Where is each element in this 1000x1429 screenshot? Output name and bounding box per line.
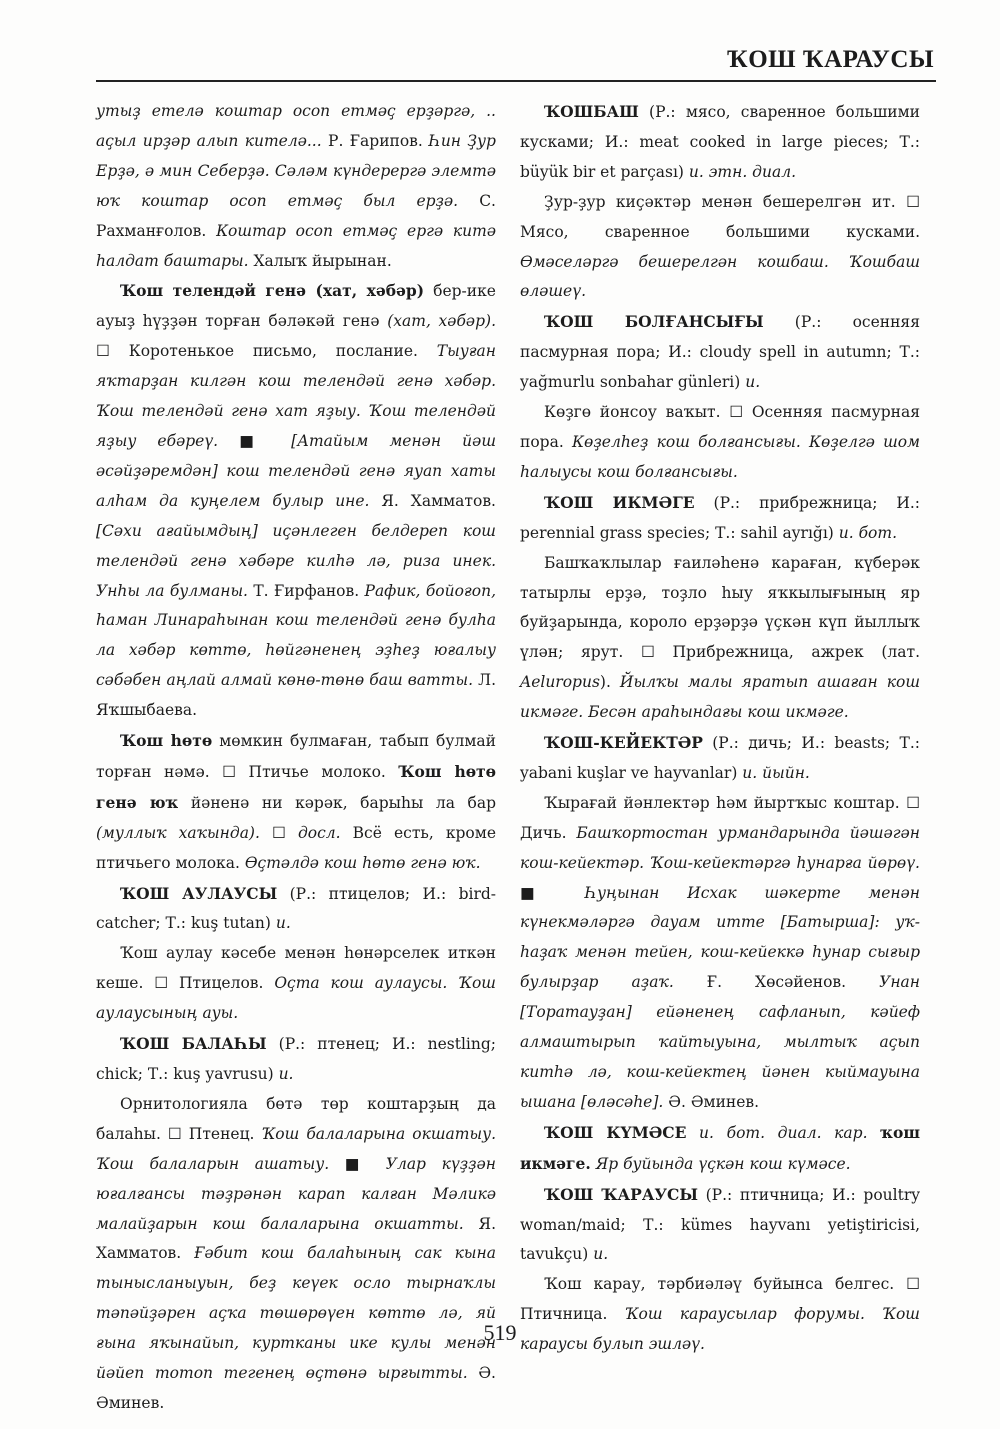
translation-text: Всё есть, кроме птичьего молока. (96, 823, 496, 872)
source-text: Л. Яҡшыбаева. (96, 671, 496, 720)
page-number: 519 (483, 1320, 517, 1345)
example-text: (муллыҡ хаҡында). (96, 823, 260, 842)
example-text: [Сәхи ағайымдың] иҫәнлеген белдереп кош телендәй генә хәбәре килһә лә, риза инек. Унһы ла булманы. (96, 521, 496, 600)
entry-kosh-ikmege-definition (520, 549, 920, 728)
translations: (Р.: птенец; И.: nestling; chick; Т.: kuş yavrusu) (96, 1035, 496, 1083)
source-text: Халыҡ йырынан. (248, 251, 392, 270)
definition-text: мөмкин булмаған, табып булмай торған нәмә. ☐ Птичье молоко. (96, 732, 496, 781)
cross-reference: ҡош икмәге. (520, 1122, 920, 1173)
left-column (96, 97, 496, 1419)
entry-kosh-aulausy (96, 879, 496, 940)
idiom-head: Ҡош һөтө генә юҡ (96, 761, 496, 812)
idiom-head: Ҡош һөтө (120, 731, 213, 751)
example-text: (хат, хәбәр). (387, 312, 496, 331)
pos-label: и. (745, 373, 761, 392)
entry-koshbash-definition (520, 188, 920, 308)
source-text: С. Рахманғолов. (96, 191, 496, 240)
literary-marker: ■ (329, 1154, 386, 1173)
source-text: Ғ. Хөсәйенов. (673, 973, 880, 992)
definition-text: Көҙгө йонсоу ваҡыт. ☐ Осенняя пасмурная пора. (520, 403, 920, 451)
example-text: Өҫтәлдә кош һөтө генә юҡ. (244, 853, 481, 872)
example-text: Ҡош балаларына окшатыу. Ҡош балаларын ашатыу. (96, 1124, 497, 1173)
example-text: Улар күҙҙән юғалғансы тәҙрәнән карап калған Мәликә малайҙарын кош балаларына окшатты. (96, 1154, 496, 1233)
text-run (686, 1124, 699, 1142)
text-run (868, 1124, 881, 1142)
idiom-entry-kosh-telendey (96, 276, 496, 726)
label-text: досл. (297, 823, 341, 842)
entry-kosh-aulausy-definition (96, 939, 496, 1029)
latin-name: Aeluropus (520, 673, 600, 692)
headword: ҠОШ КҮМӘСЕ (544, 1122, 687, 1142)
entry-kosh-balahy-definition (96, 1090, 496, 1419)
headword: ҠОШ ИКМӘГЕ (544, 492, 695, 512)
definition-text: йәненә ни кәрәк, барыһы ла бар (178, 793, 496, 812)
pos-label: и. бот. диал. кар. (699, 1123, 868, 1142)
pos-label: и. йыйн. (742, 763, 810, 782)
example-text: Һин Ҙур Ерҙә, ә мин Себерҙә. Сәләм күндерергә элемтә юҡ коштар осоп етмәҫ был ерҙә. (96, 131, 496, 210)
example-text: Оҫта кош аулаусы. Ҡош аулаусының ауы. (96, 974, 496, 1023)
example-text: Һуңынан Исхак шәкерте менән күнекмәләргә дауам итте [Батырша]: уҡ-һаҙаҡ менән тейен, кош-кейеккә һунар сығыр булырҙар аҙаҡ. (520, 883, 920, 992)
example-text: Коштар осоп етмәҫ ергә китә һалдат баштары. (96, 221, 496, 270)
translations: (Р.: дичь; И.: beasts; Т.: yabani kuşlar ve hayvanlar) (520, 734, 920, 782)
entry-kosh-balahy (96, 1029, 496, 1090)
headword: ҠОШ БОЛҒАНСЫҒЫ (544, 312, 764, 332)
example-text: Ғәбит кош балаһының сак кына тынысланыуын, беҙ кеүек осло тырнаҡлы тәпәйҙәрен аҫҡа төшөрөүен көттө лә, яй ғына яҡынайып, куртканы ике кулы менән йәйеп тотоп тегенең өҫтөнә ырғытты. (96, 1244, 497, 1383)
example-text: Көҙелһеҙ кош болғансығы. Көҙелгә шом һалыусы кош болғансығы. (520, 432, 920, 481)
example-text: Яр буйында үҫкән кош күмәсе. (595, 1154, 851, 1173)
idiom-head: Ҡош телендәй генә (хат, хәбәр) (120, 281, 425, 301)
definition-text: Ҙур-ҙур киҫәктәр менән бешерелгән ит. ☐ Мясо, сваренное большими кусками. (520, 192, 920, 241)
definition-text: Башҡаҡлылар ғаиләһенә караған, күберәк татырлы ерҙә, тоҙло һыу яҡкылығының яр буйҙарында, короло ерҙәрҙә үҫкән күп йыллыҡ үлән; ярут. ☐ Прибрежница, ажрек (лат. (520, 553, 920, 662)
example-text: Йылҡы малы яратып ашаған кош икмәге. Бесән араһындағы кош икмәге. (520, 673, 921, 722)
entry-kosh-karausy-definition (520, 1270, 920, 1360)
idiom-entry-kosh-hote (96, 726, 496, 879)
example-text: Өмәселәргә бешерелгән кошбаш. Ҡошбаш өләшеү. (520, 252, 920, 301)
translations: (Р.: птичница; И.: poultry woman/maid; Т.: kümes hayvanı yetiştiricisi, tavukçu) (520, 1185, 920, 1264)
pos-label: и. (593, 1245, 609, 1264)
source-text: Я. Хамматов. (369, 491, 496, 510)
definition-text: ). (599, 673, 620, 692)
pos-label: и. (275, 914, 291, 933)
source-text: Т. Ғирфанов. (248, 581, 365, 600)
translation-marker: ☐ (259, 823, 298, 842)
headword: ҠОШ БАЛАҺЫ (120, 1034, 267, 1054)
definition-text: Ҡош аулау кәсебе менән һөнәрселек иткән кеше. ☐ Птицелов. (96, 944, 496, 993)
right-column (520, 97, 920, 1360)
entry-kosh-karausy (520, 1180, 920, 1271)
source-text: Ә. Әминев. (96, 1364, 496, 1412)
translations: (Р.: мясо, сваренное большими кусками; И.: meat cooked in large pieces; Т.: büyük bir et parçası) (520, 103, 920, 181)
source-text: Р. Ғарипов. (321, 131, 430, 150)
pos-label: и. бот. (838, 523, 898, 542)
entry-kosh-ikmege (520, 488, 920, 549)
literary-marker: ■ (520, 883, 586, 902)
literary-marker: ■ (218, 431, 292, 450)
example-text: [Атайым менән йәш әсәйҙәремдән] кош телендәй генә яуап хаты алһам да куңелем булыр ине. (96, 431, 497, 510)
headword: ҠОШ-КЕЙЕКТӘР (544, 733, 703, 753)
example-text: утыҙ етелә коштар осоп етмәҫ ерҙәргә, .. аҫыл ирҙәр алып кителә... (96, 102, 496, 150)
entry-kosh-kumese (520, 1118, 920, 1180)
definition-text: Ҡырағай йәнлектәр һәм йыртҡыс коштар. ☐ Дичь. (520, 793, 920, 842)
example-text: Рафик, бойоғоп, һаман Линараһынан кош телендәй генә булһа ла хәбәр көттө, һөйгәненең эҙһеҙ юғалыу сәбәбен аңлай алмай көнө-төнө баш ватты. (96, 581, 497, 690)
translations: (Р.: осенняя пасмурная пора; И.: cloudy spell in autumn; Т.: yağmurlu sonbahar günleri) (520, 313, 920, 392)
definition-text: Орнитологияла бөтә төр коштарҙың да балаһы. ☐ Птенец. (96, 1094, 496, 1143)
pos-label: и. этн. диал. (688, 162, 797, 181)
entry-kosh-bolgansygy-definition (520, 398, 920, 488)
example-text: Тыуған яҡтарҙан килгән кош телендәй генә хәбәр. Ҡош телендәй генә хат яҙыу. Ҡош телендәй яҙыу ебәреү. (96, 342, 496, 450)
translations: (Р.: прибрежница; И.: perennial grass species; Т.: sahil ayrığı) (520, 493, 921, 542)
entry-koshbash (520, 97, 920, 188)
running-head: ҠОШ ҠАРАУСЫ (726, 46, 934, 73)
headword: ҠОШ АУЛАУСЫ (120, 883, 278, 903)
entry-continuation (96, 97, 496, 276)
entry-kosh-keyekter (520, 728, 920, 789)
headword: ҠОШБАШ (544, 102, 639, 121)
definition-text: бер-ике ауыҙ һүҙҙән торған бәләкәй генә (96, 282, 496, 331)
header-rule (96, 80, 936, 82)
example-text: Унан [Торатауҙан] ейәненең сафланып, кәйеф алмаштырып ҡайтыуына, мылтыҡ аҫып китһә лә, кош-кейектең йәнен кыймауына ышана [өләсәһе]. (520, 973, 920, 1111)
definition-text: Ҡош карау, тәрбиәләү буйынса белгес. ☐ Птичница. (520, 1275, 920, 1324)
pos-label: и. (278, 1065, 294, 1083)
example-text: Ҡош караусылар форумы. Ҡош караусы булып эшләү. (520, 1305, 920, 1354)
translations: (Р.: птицелов; И.: bird-catcher; Т.: kuş tutan) (96, 884, 497, 933)
source-text: Ә. Әминев. (663, 1092, 760, 1111)
example-text: Башҡортостан урмандарында йәшәгән кош-кейектәр. Ҡош-кейектәргә һунарға йөрөү. (520, 823, 920, 872)
entry-kosh-keyekter-definition (520, 789, 920, 1118)
source-text: Я. Хамматов. (96, 1214, 496, 1263)
translation-text: ☐ Коротенькое письмо, послание. (96, 342, 437, 361)
entry-kosh-bolgansygy (520, 307, 920, 398)
headword: ҠОШ ҠАРАУСЫ (544, 1184, 698, 1204)
